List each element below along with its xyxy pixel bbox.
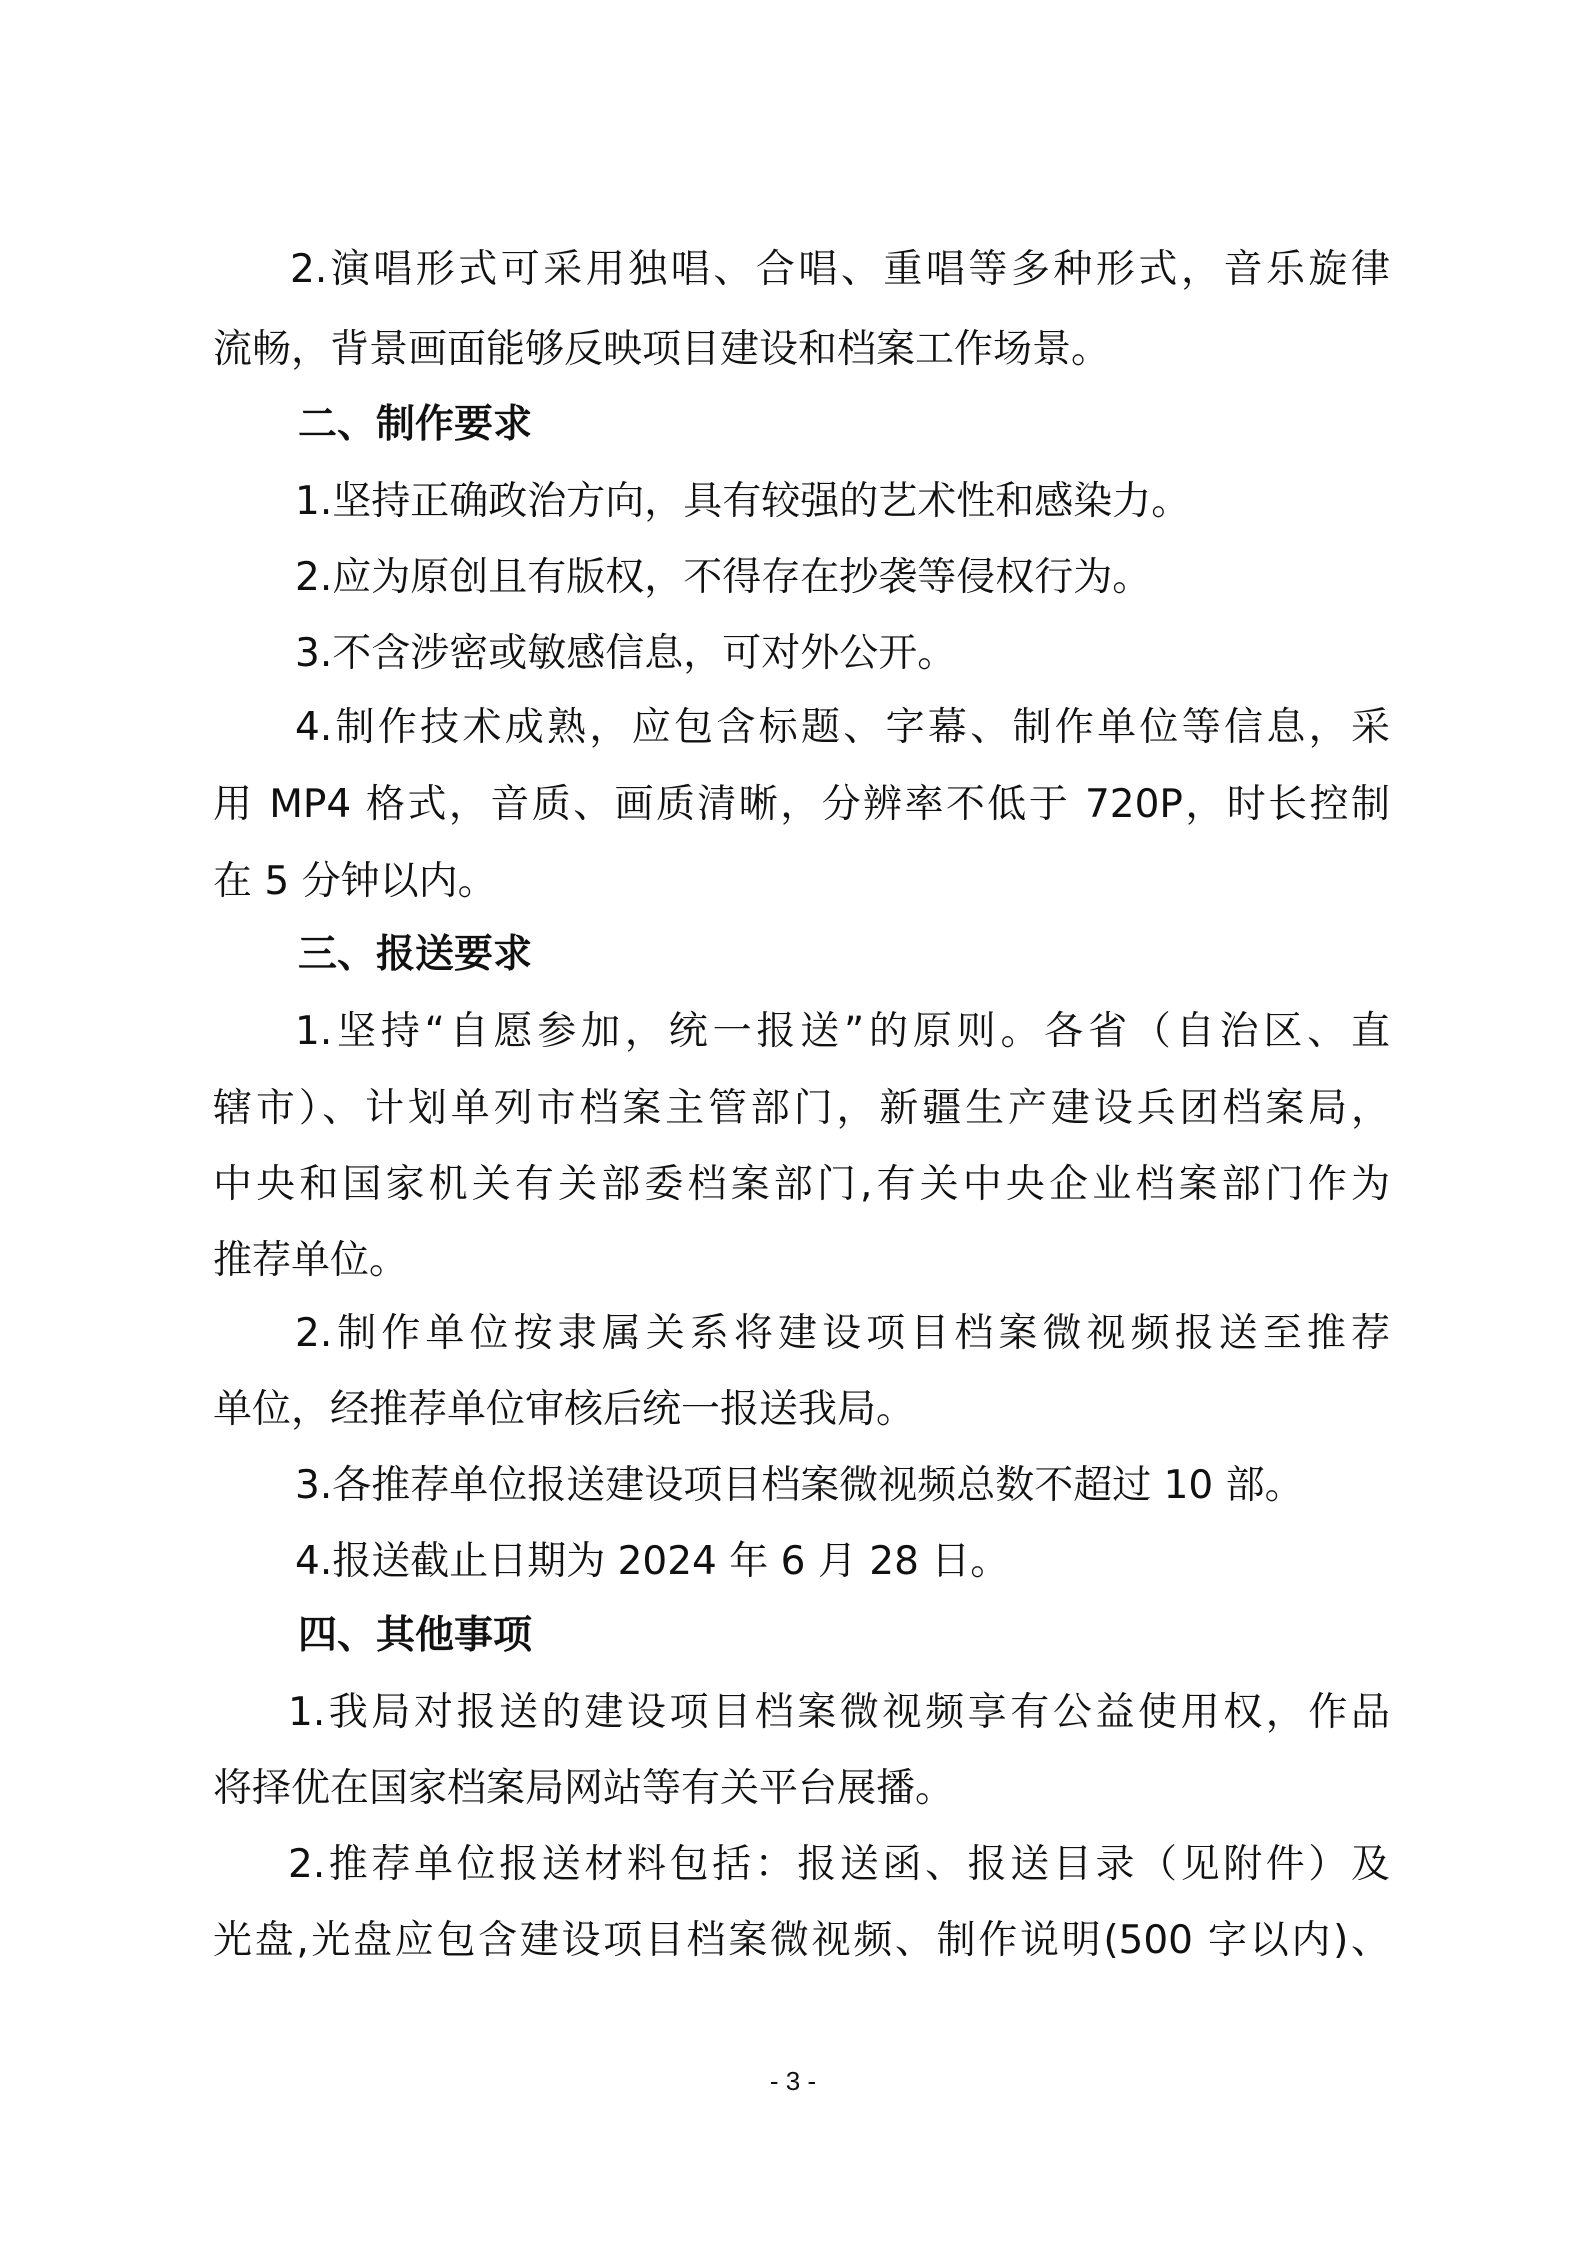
paragraph-line: 2.演唱形式可采用独唱、合唱、重唱等多种形式，音乐旋律 <box>290 247 1390 292</box>
paragraph-line: 流畅，背景画面能够反映项目建设和档案工作场景。 <box>213 327 1111 372</box>
paragraph-line: 1.坚持正确政治方向，具有较强的艺术性和感染力。 <box>295 479 1191 524</box>
paragraph-line: 1.我局对报送的建设项目档案微视频享有公益使用权，作品 <box>288 1690 1390 1735</box>
paragraph-line: 将择优在国家档案局网站等有关平台展播。 <box>213 1766 955 1811</box>
paragraph-line: 3.不含涉密或敏感信息，可对外公开。 <box>295 631 957 676</box>
paragraph-line: 2.应为原创且有版权，不得存在抄袭等侵权行为。 <box>295 555 1152 600</box>
paragraph-line: 辖市）、计划单列市档案主管部门，新疆生产建设兵团档案局， <box>213 1086 1390 1131</box>
paragraph-line: 推荐单位。 <box>213 1238 409 1283</box>
paragraph-line: 4.报送截止日期为 2024 年 6 月 28 日。 <box>295 1539 1010 1584</box>
paragraph-line: 在 5 分钟以内。 <box>213 859 497 904</box>
section-heading: 二、制作要求 <box>298 402 533 447</box>
paragraph-line: 单位，经推荐单位审核后统一报送我局。 <box>213 1387 916 1432</box>
paragraph-line: 3.各推荐单位报送建设项目档案微视频总数不超过 10 部。 <box>295 1463 1304 1508</box>
section-heading: 三、报送要求 <box>298 932 533 977</box>
paragraph-line: 2.推荐单位报送材料包括：报送函、报送目录（见附件）及 <box>288 1842 1390 1887</box>
section-heading: 四、其他事项 <box>298 1613 533 1658</box>
paragraph-line: 用 MP4 格式，音质、画质清晰，分辨率不低于 720P，时长控制 <box>213 782 1390 827</box>
paragraph-line: 中央和国家机关有关部委档案部门,有关中央企业档案部门作为 <box>213 1162 1390 1207</box>
paragraph-line: 1.坚持“自愿参加，统一报送”的原则。各省（自治区、直 <box>295 1009 1390 1054</box>
paragraph-line: 2.制作单位按隶属关系将建设项目档案微视频报送至推荐 <box>295 1311 1390 1356</box>
page-number: - 3 - <box>769 2066 817 2096</box>
paragraph-line: 光盘,光盘应包含建设项目档案微视频、制作说明(500 字以内)、 <box>213 1918 1390 1963</box>
paragraph-line: 4.制作技术成熟，应包含标题、字幕、制作单位等信息，采 <box>295 705 1390 750</box>
